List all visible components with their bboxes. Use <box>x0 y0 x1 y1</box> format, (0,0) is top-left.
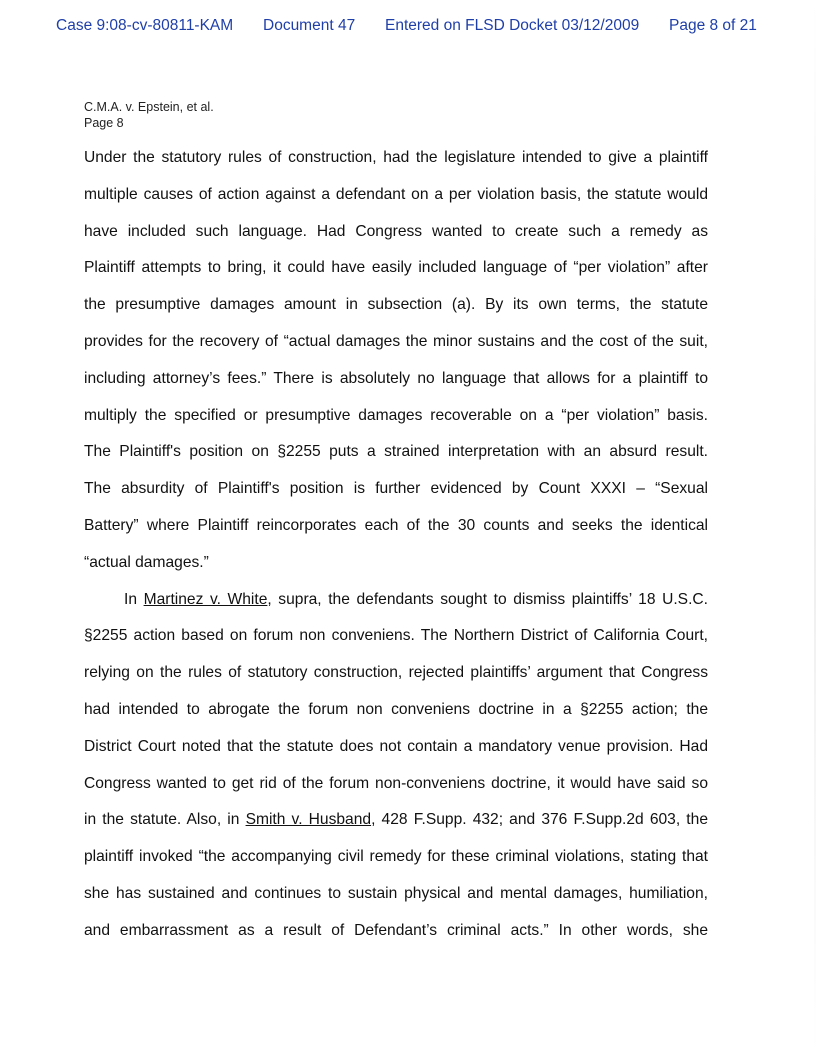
text-line: have included such language. Had Congress wanted to create such a remedy as <box>84 222 708 240</box>
document-number: Document 47 <box>263 17 356 34</box>
text-line: Congress wanted to get rid of the forum non-conveniens doctrine, it would have said so <box>84 774 708 792</box>
page-counter: Page 8 of 21 <box>669 17 757 34</box>
text-line: §2255 action based on forum non conveniens. The Northern District of California Court, <box>84 627 708 645</box>
text-line: multiply the specified or presumptive damages recoverable on a “per violation” basis. <box>84 406 708 424</box>
text-span: , supra, the defendants sought to dismiss plaintiffs’ 18 U.S.C. <box>267 590 708 608</box>
paragraph-1 <box>84 140 708 582</box>
case-citation: Martinez v. White <box>143 590 268 608</box>
text-line: she has sustained and continues to sustain physical and mental damages, humiliation, <box>84 884 708 902</box>
text-line: relying on the rules of statutory construction, rejected plaintiffs’ argument that Congress <box>84 664 708 682</box>
case-citation: Smith v. Husband <box>245 811 372 829</box>
text-span: , 428 F.Supp. 432; and 376 F.Supp.2d 603, the <box>371 811 708 829</box>
text-line: Plaintiff attempts to bring, it could have easily included language of “per violation” after <box>84 259 708 277</box>
text-line: The Plaintiff's position on §2255 puts a strained interpretation with an absurd result. <box>84 443 708 461</box>
text-line: “actual damages.” <box>84 553 209 571</box>
text-line <box>84 582 708 619</box>
text-line: and embarrassment as a result of Defendant’s criminal acts.” In other words, she <box>84 921 708 939</box>
text-line <box>84 802 708 839</box>
text-line: District Court noted that the statute does not contain a mandatory venue provision. Had <box>84 737 708 755</box>
text-line: plaintiff invoked “the accompanying civil remedy for these criminal violations, stating that <box>84 848 708 866</box>
paragraph-2 <box>84 582 708 950</box>
text-span: in the statute. Also, in <box>84 811 246 829</box>
case-number: Case 9:08-cv-80811-KAM <box>56 17 234 34</box>
page-label: Page 8 <box>84 116 124 130</box>
docket-entry: Entered on FLSD Docket 03/12/2009 <box>385 17 640 34</box>
text-line: had intended to abrogate the forum non conveniens doctrine in a §2255 action; the <box>84 700 708 718</box>
page-caption <box>84 99 214 131</box>
text-line: multiple causes of action against a defendant on a per violation basis, the statute would <box>84 185 708 203</box>
text-line: provides for the recovery of “actual damages the minor sustains and the cost of the suit, <box>84 332 708 350</box>
text-line: Under the statutory rules of construction, had the legislature intended to give a plaintiff <box>84 149 708 166</box>
text-line: the presumptive damages amount in subsection (a). By its own terms, the statute <box>84 296 708 314</box>
document-body <box>84 140 708 950</box>
text-line: Battery” where Plaintiff reincorporates each of the 30 counts and seeks the identical <box>84 516 708 534</box>
case-caption: C.M.A. v. Epstein, et al. <box>84 100 214 114</box>
text-span: In <box>124 590 144 608</box>
text-line: The absurdity of Plaintiff's position is further evidenced by Count XXXI – “Sexual <box>84 480 708 498</box>
text-line: including attorney’s fees.” There is absolutely no language that allows for a plaintiff to <box>84 369 708 387</box>
